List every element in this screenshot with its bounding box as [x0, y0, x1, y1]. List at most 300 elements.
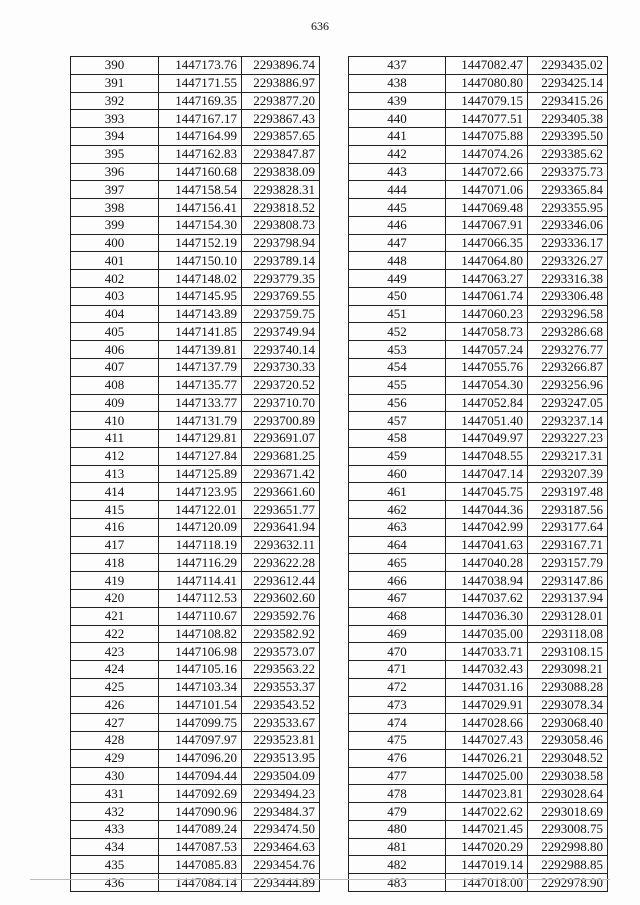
x-coordinate-cell: 1447145.95 — [159, 287, 242, 305]
point-number-cell: 394 — [71, 128, 159, 146]
x-coordinate-cell: 1447156.41 — [159, 199, 242, 217]
y-coordinate-cell: 2293266.87 — [528, 359, 608, 377]
y-coordinate-cell: 2293454.76 — [242, 856, 320, 874]
table-row — [349, 483, 608, 501]
x-coordinate-cell: 1447152.19 — [159, 234, 242, 252]
y-coordinate-cell: 2293128.01 — [528, 607, 608, 625]
x-coordinate-cell: 1447164.99 — [159, 128, 242, 146]
point-number-cell: 476 — [349, 749, 446, 767]
y-coordinate-cell: 2293740.14 — [242, 341, 320, 359]
point-number-cell: 439 — [349, 92, 446, 110]
point-number-cell: 458 — [349, 430, 446, 448]
x-coordinate-cell: 1447112.53 — [159, 589, 242, 607]
table-row — [349, 110, 608, 128]
point-number-cell: 438 — [349, 74, 446, 92]
table-row — [349, 447, 608, 465]
coordinate-table-body — [71, 57, 320, 892]
y-coordinate-cell: 2293513.95 — [242, 749, 320, 767]
y-coordinate-cell: 2293494.23 — [242, 785, 320, 803]
table-row — [349, 163, 608, 181]
table-row — [349, 589, 608, 607]
table-row — [71, 483, 320, 501]
y-coordinate-cell: 2293276.77 — [528, 341, 608, 359]
x-coordinate-cell: 1447029.91 — [446, 696, 528, 714]
point-number-cell: 432 — [71, 803, 159, 821]
y-coordinate-cell: 2293217.31 — [528, 447, 608, 465]
x-coordinate-cell: 1447099.75 — [159, 714, 242, 732]
point-number-cell: 436 — [71, 874, 159, 892]
y-coordinate-cell: 2293896.74 — [242, 57, 320, 75]
table-row — [349, 74, 608, 92]
y-coordinate-cell: 2293395.50 — [528, 128, 608, 146]
table-row — [71, 57, 320, 75]
x-coordinate-cell: 1447160.68 — [159, 163, 242, 181]
x-coordinate-cell: 1447133.77 — [159, 394, 242, 412]
table-row — [71, 376, 320, 394]
x-coordinate-cell: 1447127.84 — [159, 447, 242, 465]
y-coordinate-cell: 2293543.52 — [242, 696, 320, 714]
table-row — [71, 572, 320, 590]
point-number-cell: 483 — [349, 874, 446, 892]
point-number-cell: 390 — [71, 57, 159, 75]
point-number-cell: 416 — [71, 518, 159, 536]
table-row — [349, 394, 608, 412]
table-row — [71, 661, 320, 679]
point-number-cell: 460 — [349, 465, 446, 483]
y-coordinate-cell: 2293651.77 — [242, 501, 320, 519]
y-coordinate-cell: 2293730.33 — [242, 359, 320, 377]
table-row — [71, 518, 320, 536]
y-coordinate-cell: 2293759.75 — [242, 305, 320, 323]
coordinate-table-right — [348, 56, 608, 892]
point-number-cell: 477 — [349, 767, 446, 785]
point-number-cell: 447 — [349, 234, 446, 252]
y-coordinate-cell: 2293808.73 — [242, 216, 320, 234]
table-row — [71, 163, 320, 181]
y-coordinate-cell: 2293818.52 — [242, 199, 320, 217]
point-number-cell: 419 — [71, 572, 159, 590]
table-row — [71, 714, 320, 732]
x-coordinate-cell: 1447023.81 — [446, 785, 528, 803]
point-number-cell: 397 — [71, 181, 159, 199]
table-row — [349, 341, 608, 359]
table-row — [71, 749, 320, 767]
table-row — [71, 732, 320, 750]
point-number-cell: 393 — [71, 110, 159, 128]
x-coordinate-cell: 1447031.16 — [446, 678, 528, 696]
x-coordinate-cell: 1447028.66 — [446, 714, 528, 732]
x-coordinate-cell: 1447150.10 — [159, 252, 242, 270]
table-row — [71, 501, 320, 519]
point-number-cell: 466 — [349, 572, 446, 590]
table-row — [71, 181, 320, 199]
point-number-cell: 450 — [349, 287, 446, 305]
x-coordinate-cell: 1447090.96 — [159, 803, 242, 821]
table-row — [71, 465, 320, 483]
table-row — [349, 181, 608, 199]
point-number-cell: 407 — [71, 359, 159, 377]
y-coordinate-cell: 2293622.28 — [242, 554, 320, 572]
y-coordinate-cell: 2293474.50 — [242, 820, 320, 838]
point-number-cell: 426 — [71, 696, 159, 714]
point-number-cell: 455 — [349, 376, 446, 394]
table-row — [71, 554, 320, 572]
y-coordinate-cell: 2293886.97 — [242, 74, 320, 92]
point-number-cell: 480 — [349, 820, 446, 838]
point-number-cell: 449 — [349, 270, 446, 288]
x-coordinate-cell: 1447106.98 — [159, 643, 242, 661]
coordinate-table-left — [70, 56, 320, 892]
x-coordinate-cell: 1447035.00 — [446, 625, 528, 643]
table-row — [349, 643, 608, 661]
y-coordinate-cell: 2293700.89 — [242, 412, 320, 430]
table-row — [71, 287, 320, 305]
table-row — [71, 252, 320, 270]
x-coordinate-cell: 1447114.41 — [159, 572, 242, 590]
point-number-cell: 452 — [349, 323, 446, 341]
x-coordinate-cell: 1447041.63 — [446, 536, 528, 554]
x-coordinate-cell: 1447054.30 — [446, 376, 528, 394]
x-coordinate-cell: 1447125.89 — [159, 465, 242, 483]
x-coordinate-cell: 1447085.83 — [159, 856, 242, 874]
table-row — [71, 359, 320, 377]
x-coordinate-cell: 1447072.66 — [446, 163, 528, 181]
table-row — [71, 767, 320, 785]
y-coordinate-cell: 2293789.14 — [242, 252, 320, 270]
y-coordinate-cell: 2293592.76 — [242, 607, 320, 625]
point-number-cell: 445 — [349, 199, 446, 217]
x-coordinate-cell: 1447167.17 — [159, 110, 242, 128]
x-coordinate-cell: 1447074.26 — [446, 145, 528, 163]
point-number-cell: 459 — [349, 447, 446, 465]
y-coordinate-cell: 2293008.75 — [528, 820, 608, 838]
x-coordinate-cell: 1447158.54 — [159, 181, 242, 199]
x-coordinate-cell: 1447044.36 — [446, 501, 528, 519]
y-coordinate-cell: 2293720.52 — [242, 376, 320, 394]
y-coordinate-cell: 2293187.56 — [528, 501, 608, 519]
table-row — [71, 323, 320, 341]
table-row — [71, 696, 320, 714]
x-coordinate-cell: 1447037.62 — [446, 589, 528, 607]
x-coordinate-cell: 1447084.14 — [159, 874, 242, 892]
y-coordinate-cell: 2293207.39 — [528, 465, 608, 483]
y-coordinate-cell: 2293167.71 — [528, 536, 608, 554]
x-coordinate-cell: 1447139.81 — [159, 341, 242, 359]
x-coordinate-cell: 1447022.62 — [446, 803, 528, 821]
point-number-cell: 451 — [349, 305, 446, 323]
y-coordinate-cell: 2293316.38 — [528, 270, 608, 288]
point-number-cell: 415 — [71, 501, 159, 519]
table-row — [349, 874, 608, 892]
point-number-cell: 471 — [349, 661, 446, 679]
table-row — [349, 696, 608, 714]
x-coordinate-cell: 1447169.35 — [159, 92, 242, 110]
y-coordinate-cell: 2293691.07 — [242, 430, 320, 448]
point-number-cell: 475 — [349, 732, 446, 750]
x-coordinate-cell: 1447061.74 — [446, 287, 528, 305]
point-number-cell: 468 — [349, 607, 446, 625]
table-row — [71, 341, 320, 359]
table-row — [349, 412, 608, 430]
y-coordinate-cell: 2293857.65 — [242, 128, 320, 146]
x-coordinate-cell: 1447080.80 — [446, 74, 528, 92]
table-row — [349, 661, 608, 679]
table-row — [71, 838, 320, 856]
point-number-cell: 429 — [71, 749, 159, 767]
x-coordinate-cell: 1447063.27 — [446, 270, 528, 288]
point-number-cell: 454 — [349, 359, 446, 377]
point-number-cell: 470 — [349, 643, 446, 661]
point-number-cell: 469 — [349, 625, 446, 643]
x-coordinate-cell: 1447122.01 — [159, 501, 242, 519]
point-number-cell: 448 — [349, 252, 446, 270]
x-coordinate-cell: 1447108.82 — [159, 625, 242, 643]
table-row — [349, 856, 608, 874]
x-coordinate-cell: 1447173.76 — [159, 57, 242, 75]
x-coordinate-cell: 1447075.88 — [446, 128, 528, 146]
y-coordinate-cell: 2293038.58 — [528, 767, 608, 785]
point-number-cell: 463 — [349, 518, 446, 536]
x-coordinate-cell: 1447101.54 — [159, 696, 242, 714]
point-number-cell: 440 — [349, 110, 446, 128]
table-row — [349, 803, 608, 821]
y-coordinate-cell: 2293108.15 — [528, 643, 608, 661]
table-row — [71, 199, 320, 217]
point-number-cell: 478 — [349, 785, 446, 803]
table-row — [71, 856, 320, 874]
x-coordinate-cell: 1447057.24 — [446, 341, 528, 359]
point-number-cell: 431 — [71, 785, 159, 803]
y-coordinate-cell: 2293177.64 — [528, 518, 608, 536]
y-coordinate-cell: 2293385.62 — [528, 145, 608, 163]
x-coordinate-cell: 1447040.28 — [446, 554, 528, 572]
x-coordinate-cell: 1447049.97 — [446, 430, 528, 448]
x-coordinate-cell: 1447019.14 — [446, 856, 528, 874]
y-coordinate-cell: 2293573.07 — [242, 643, 320, 661]
x-coordinate-cell: 1447103.34 — [159, 678, 242, 696]
table-row — [349, 323, 608, 341]
x-coordinate-cell: 1447154.30 — [159, 216, 242, 234]
x-coordinate-cell: 1447082.47 — [446, 57, 528, 75]
y-coordinate-cell: 2293157.79 — [528, 554, 608, 572]
footer-rule — [30, 879, 610, 880]
y-coordinate-cell: 2293197.48 — [528, 483, 608, 501]
point-number-cell: 412 — [71, 447, 159, 465]
table-row — [349, 838, 608, 856]
table-row — [349, 57, 608, 75]
y-coordinate-cell: 2293641.94 — [242, 518, 320, 536]
y-coordinate-cell: 2293632.11 — [242, 536, 320, 554]
x-coordinate-cell: 1447026.21 — [446, 749, 528, 767]
x-coordinate-cell: 1447060.23 — [446, 305, 528, 323]
table-row — [349, 625, 608, 643]
table-row — [349, 252, 608, 270]
table-row — [349, 785, 608, 803]
y-coordinate-cell: 2293435.02 — [528, 57, 608, 75]
y-coordinate-cell: 2293048.52 — [528, 749, 608, 767]
table-row — [349, 678, 608, 696]
x-coordinate-cell: 1447020.29 — [446, 838, 528, 856]
table-row — [71, 874, 320, 892]
x-coordinate-cell: 1447033.71 — [446, 643, 528, 661]
table-row — [349, 732, 608, 750]
x-coordinate-cell: 1447058.73 — [446, 323, 528, 341]
point-number-cell: 482 — [349, 856, 446, 874]
y-coordinate-cell: 2293018.69 — [528, 803, 608, 821]
point-number-cell: 464 — [349, 536, 446, 554]
x-coordinate-cell: 1447162.83 — [159, 145, 242, 163]
x-coordinate-cell: 1447071.06 — [446, 181, 528, 199]
x-coordinate-cell: 1447123.95 — [159, 483, 242, 501]
y-coordinate-cell: 2293355.95 — [528, 199, 608, 217]
y-coordinate-cell: 2293415.26 — [528, 92, 608, 110]
x-coordinate-cell: 1447032.43 — [446, 661, 528, 679]
y-coordinate-cell: 2293779.35 — [242, 270, 320, 288]
table-row — [349, 518, 608, 536]
point-number-cell: 410 — [71, 412, 159, 430]
y-coordinate-cell: 2293681.25 — [242, 447, 320, 465]
point-number-cell: 425 — [71, 678, 159, 696]
x-coordinate-cell: 1447120.09 — [159, 518, 242, 536]
y-coordinate-cell: 2293058.46 — [528, 732, 608, 750]
table-row — [71, 74, 320, 92]
table-row — [349, 465, 608, 483]
table-row — [71, 785, 320, 803]
table-row — [349, 572, 608, 590]
x-coordinate-cell: 1447096.20 — [159, 749, 242, 767]
table-row — [71, 110, 320, 128]
table-row — [349, 430, 608, 448]
y-coordinate-cell: 2293563.22 — [242, 661, 320, 679]
x-coordinate-cell: 1447129.81 — [159, 430, 242, 448]
x-coordinate-cell: 1447045.75 — [446, 483, 528, 501]
point-number-cell: 422 — [71, 625, 159, 643]
table-row — [71, 234, 320, 252]
table-row — [71, 305, 320, 323]
y-coordinate-cell: 2293137.94 — [528, 589, 608, 607]
x-coordinate-cell: 1447097.97 — [159, 732, 242, 750]
y-coordinate-cell: 2293306.48 — [528, 287, 608, 305]
x-coordinate-cell: 1447064.80 — [446, 252, 528, 270]
table-row — [349, 359, 608, 377]
table-row — [349, 536, 608, 554]
x-coordinate-cell: 1447116.29 — [159, 554, 242, 572]
x-coordinate-cell: 1447025.00 — [446, 767, 528, 785]
point-number-cell: 434 — [71, 838, 159, 856]
coordinate-table-body — [349, 57, 608, 892]
x-coordinate-cell: 1447110.67 — [159, 607, 242, 625]
y-coordinate-cell: 2293375.73 — [528, 163, 608, 181]
point-number-cell: 398 — [71, 199, 159, 217]
y-coordinate-cell: 2293661.60 — [242, 483, 320, 501]
table-row — [71, 536, 320, 554]
y-coordinate-cell: 2293296.58 — [528, 305, 608, 323]
x-coordinate-cell: 1447094.44 — [159, 767, 242, 785]
point-number-cell: 409 — [71, 394, 159, 412]
y-coordinate-cell: 2293078.34 — [528, 696, 608, 714]
point-number-cell: 443 — [349, 163, 446, 181]
y-coordinate-cell: 2293523.81 — [242, 732, 320, 750]
point-number-cell: 456 — [349, 394, 446, 412]
point-number-cell: 427 — [71, 714, 159, 732]
x-coordinate-cell: 1447148.02 — [159, 270, 242, 288]
y-coordinate-cell: 2293068.40 — [528, 714, 608, 732]
x-coordinate-cell: 1447077.51 — [446, 110, 528, 128]
y-coordinate-cell: 2293484.37 — [242, 803, 320, 821]
point-number-cell: 479 — [349, 803, 446, 821]
x-coordinate-cell: 1447092.69 — [159, 785, 242, 803]
y-coordinate-cell: 2293464.63 — [242, 838, 320, 856]
table-row — [71, 803, 320, 821]
point-number-cell: 428 — [71, 732, 159, 750]
point-number-cell: 396 — [71, 163, 159, 181]
table-row — [71, 820, 320, 838]
y-coordinate-cell: 2293425.14 — [528, 74, 608, 92]
x-coordinate-cell: 1447036.30 — [446, 607, 528, 625]
point-number-cell: 430 — [71, 767, 159, 785]
y-coordinate-cell: 2292988.85 — [528, 856, 608, 874]
table-row — [349, 714, 608, 732]
table-row — [71, 270, 320, 288]
table-row — [349, 270, 608, 288]
table-row — [349, 820, 608, 838]
point-number-cell: 472 — [349, 678, 446, 696]
table-row — [71, 625, 320, 643]
x-coordinate-cell: 1447067.91 — [446, 216, 528, 234]
x-coordinate-cell: 1447042.99 — [446, 518, 528, 536]
y-coordinate-cell: 2293749.94 — [242, 323, 320, 341]
table-row — [71, 92, 320, 110]
point-number-cell: 411 — [71, 430, 159, 448]
x-coordinate-cell: 1447087.53 — [159, 838, 242, 856]
point-number-cell: 433 — [71, 820, 159, 838]
y-coordinate-cell: 2293612.44 — [242, 572, 320, 590]
y-coordinate-cell: 2293710.70 — [242, 394, 320, 412]
point-number-cell: 421 — [71, 607, 159, 625]
x-coordinate-cell: 1447141.85 — [159, 323, 242, 341]
y-coordinate-cell: 2293365.84 — [528, 181, 608, 199]
x-coordinate-cell: 1447089.24 — [159, 820, 242, 838]
point-number-cell: 414 — [71, 483, 159, 501]
x-coordinate-cell: 1447171.55 — [159, 74, 242, 92]
x-coordinate-cell: 1447079.15 — [446, 92, 528, 110]
table-row — [349, 199, 608, 217]
y-coordinate-cell: 2292998.80 — [528, 838, 608, 856]
point-number-cell: 408 — [71, 376, 159, 394]
table-row — [349, 92, 608, 110]
y-coordinate-cell: 2293838.09 — [242, 163, 320, 181]
x-coordinate-cell: 1447021.45 — [446, 820, 528, 838]
point-number-cell: 424 — [71, 661, 159, 679]
table-row — [71, 216, 320, 234]
point-number-cell: 405 — [71, 323, 159, 341]
y-coordinate-cell: 2292978.90 — [528, 874, 608, 892]
table-row — [71, 412, 320, 430]
y-coordinate-cell: 2293877.20 — [242, 92, 320, 110]
point-number-cell: 402 — [71, 270, 159, 288]
table-row — [71, 678, 320, 696]
x-coordinate-cell: 1447027.43 — [446, 732, 528, 750]
table-row — [71, 430, 320, 448]
table-row — [349, 128, 608, 146]
point-number-cell: 446 — [349, 216, 446, 234]
y-coordinate-cell: 2293346.06 — [528, 216, 608, 234]
table-row — [349, 287, 608, 305]
y-coordinate-cell: 2293533.67 — [242, 714, 320, 732]
y-coordinate-cell: 2293256.96 — [528, 376, 608, 394]
point-number-cell: 395 — [71, 145, 159, 163]
point-number-cell: 453 — [349, 341, 446, 359]
